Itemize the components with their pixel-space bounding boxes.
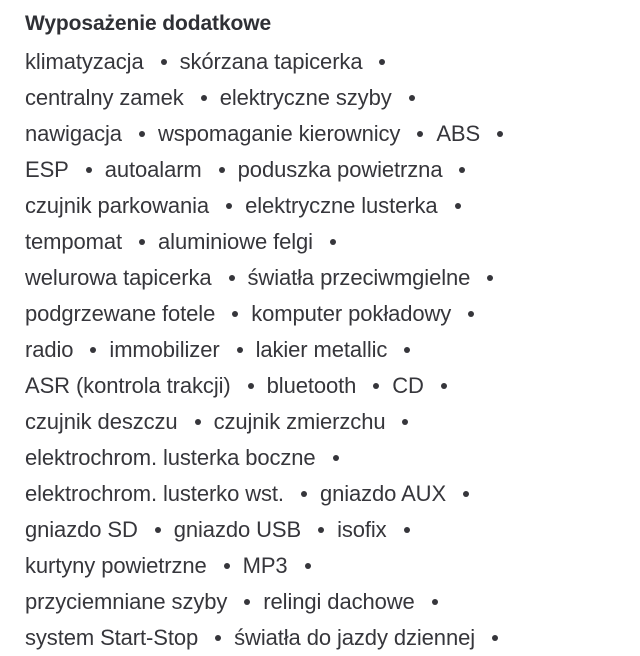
equipment-item: klimatyzacja xyxy=(25,49,144,74)
bullet-separator-icon xyxy=(229,275,235,281)
bullet-separator-icon xyxy=(90,347,96,353)
equipment-item: tempomat xyxy=(25,229,123,254)
bullet-separator-icon xyxy=(459,167,465,173)
equipment-row xyxy=(25,584,640,620)
bullet-separator-icon xyxy=(86,167,92,173)
equipment-item: elektryczne lusterka xyxy=(245,193,438,218)
equipment-item: komputer pokładowy xyxy=(251,301,452,326)
bullet-separator-icon xyxy=(161,59,167,65)
bullet-separator-icon xyxy=(215,635,221,641)
equipment-item: ABS xyxy=(436,121,481,146)
bullet-separator-icon xyxy=(244,599,250,605)
equipment-row xyxy=(25,188,640,224)
equipment-item: bluetooth xyxy=(266,373,357,398)
equipment-item: gniazdo USB xyxy=(173,517,302,542)
equipment-item: gniazdo SD xyxy=(25,517,138,542)
equipment-item: immobilizer xyxy=(109,337,220,362)
bullet-separator-icon xyxy=(195,419,201,425)
bullet-separator-icon xyxy=(417,131,423,137)
equipment-item: podgrzewane fotele xyxy=(25,301,216,326)
equipment-item: nawigacja xyxy=(25,121,122,146)
equipment-item: ASR (kontrola trakcji) xyxy=(25,373,231,398)
equipment-item: przyciemniane szyby xyxy=(25,589,228,614)
equipment-item: lakier metallic xyxy=(255,337,388,362)
equipment-item: elektrochrom. lusterka boczne xyxy=(25,445,316,470)
equipment-row xyxy=(25,548,640,584)
equipment-row xyxy=(25,116,640,152)
equipment-item: CD xyxy=(392,373,424,398)
bullet-separator-icon xyxy=(318,527,324,533)
bullet-separator-icon xyxy=(201,95,207,101)
equipment-item: centralny zamek xyxy=(25,85,184,110)
equipment-item: wspomaganie kierownicy xyxy=(157,121,401,146)
equipment-row xyxy=(25,512,640,548)
bullet-separator-icon xyxy=(224,563,230,569)
equipment-row xyxy=(25,620,640,656)
equipment-row xyxy=(25,260,640,296)
bullet-separator-icon xyxy=(301,491,307,497)
equipment-item: radio xyxy=(25,337,74,362)
bullet-separator-icon xyxy=(333,455,339,461)
equipment-item: gniazdo AUX xyxy=(319,481,447,506)
bullet-separator-icon xyxy=(492,635,498,641)
equipment-item: światła przeciwmgielne xyxy=(247,265,471,290)
bullet-separator-icon xyxy=(404,347,410,353)
bullet-separator-icon xyxy=(409,95,415,101)
equipment-item: autoalarm xyxy=(104,157,202,182)
equipment-item: czujnik zmierzchu xyxy=(213,409,386,434)
equipment-item: światła do jazdy dziennej xyxy=(234,625,476,650)
bullet-separator-icon xyxy=(248,383,254,389)
bullet-separator-icon xyxy=(373,383,379,389)
bullet-separator-icon xyxy=(237,347,243,353)
bullet-separator-icon xyxy=(139,131,145,137)
bullet-separator-icon xyxy=(455,203,461,209)
equipment-list xyxy=(25,44,640,656)
bullet-separator-icon xyxy=(232,311,238,317)
equipment-row xyxy=(25,440,640,476)
equipment-row xyxy=(25,224,640,260)
bullet-separator-icon xyxy=(226,203,232,209)
bullet-separator-icon xyxy=(487,275,493,281)
equipment-item: poduszka powietrzna xyxy=(237,157,443,182)
equipment-item: aluminiowe felgi xyxy=(158,229,313,254)
equipment-row xyxy=(25,368,640,404)
equipment-item: welurowa tapicerka xyxy=(25,265,212,290)
bullet-separator-icon xyxy=(305,563,311,569)
equipment-row xyxy=(25,296,640,332)
bullet-separator-icon xyxy=(432,599,438,605)
equipment-item: MP3 xyxy=(242,553,288,578)
equipment-item: elektryczne szyby xyxy=(219,85,392,110)
equipment-item: kurtyny powietrzne xyxy=(25,553,207,578)
equipment-row xyxy=(25,476,640,512)
equipment-item: czujnik parkowania xyxy=(25,193,210,218)
bullet-separator-icon xyxy=(330,239,336,245)
equipment-item: system Start-Stop xyxy=(25,625,199,650)
bullet-separator-icon xyxy=(441,383,447,389)
equipment-row xyxy=(25,404,640,440)
bullet-separator-icon xyxy=(463,491,469,497)
equipment-item: elektrochrom. lusterko wst. xyxy=(25,481,284,506)
bullet-separator-icon xyxy=(219,167,225,173)
equipment-item: czujnik deszczu xyxy=(25,409,178,434)
bullet-separator-icon xyxy=(497,131,503,137)
equipment-row xyxy=(25,80,640,116)
equipment-item: isofix xyxy=(337,517,387,542)
bullet-separator-icon xyxy=(139,239,145,245)
equipment-item: ESP xyxy=(25,157,69,182)
bullet-separator-icon xyxy=(402,419,408,425)
equipment-row xyxy=(25,332,640,368)
equipment-item: relingi dachowe xyxy=(263,589,415,614)
bullet-separator-icon xyxy=(379,59,385,65)
bullet-separator-icon xyxy=(155,527,161,533)
bullet-separator-icon xyxy=(468,311,474,317)
additional-equipment-section xyxy=(25,9,640,656)
bullet-separator-icon xyxy=(404,527,410,533)
equipment-item: skórzana tapicerka xyxy=(179,49,363,74)
equipment-row xyxy=(25,44,640,80)
equipment-row xyxy=(25,152,640,188)
section-title: Wyposażenie dodatkowe xyxy=(25,12,272,35)
